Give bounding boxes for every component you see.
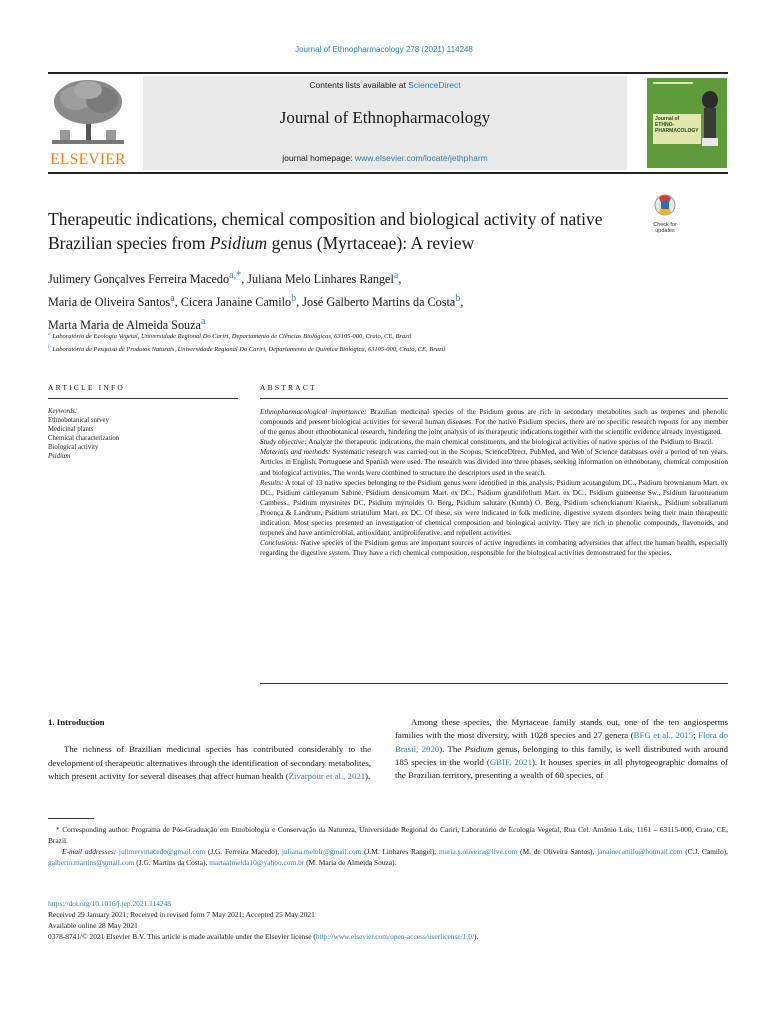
author-name[interactable]: Cicera Janaine Camilo	[180, 295, 292, 310]
elsevier-wordmark: ELSEVIER	[50, 151, 126, 168]
author-name[interactable]: José Galberto Martins da Costa	[302, 295, 456, 310]
abstract-end-rule	[260, 683, 728, 684]
email-link[interactable]: juliana.melolr@gmail.com	[281, 847, 362, 856]
affiliations	[48, 329, 728, 355]
cover-stripe	[653, 82, 693, 84]
cover-figure-icon	[699, 88, 721, 148]
abstract-methods: Materials and methods: Systematic research was carried out in the Scopus, ScienceDirect, PubMed, and Web of Science databases over a period of ten years. Articles in English, Portuguese and Spanish were used. The research was divided into three phases, seeking information on ethnobotany, chemical composition and biological activities. The words were combined to structure the descriptors used in the search.	[260, 447, 728, 477]
check-updates-icon	[646, 193, 684, 217]
check-for-updates-badge[interactable]: Check for updates	[646, 193, 684, 233]
section-heading-introduction: 1. Introduction	[48, 717, 105, 727]
contents-available-line: Contents lists available at ScienceDirect	[309, 80, 461, 90]
abstract-body	[260, 407, 728, 558]
homepage-link[interactable]: www.elsevier.com/locate/jethpharm	[355, 153, 488, 163]
abstract-objective: Study objective: Analyze the therapeutic indications, the main chemical constituents, and the biological activities of native species of the Psidium to Brazil.	[260, 437, 714, 447]
journal-citation[interactable]: Journal of Ethnopharmacology 278 (2021) 114248	[295, 45, 473, 54]
received-dates: Received 29 January 2021; Received in revised form 7 May 2021; Accepted 25 May 2021	[48, 910, 315, 919]
keyword: Psidium	[48, 453, 71, 460]
affiliation-b: $^b$ Laboratório de Pesquisa de Produtos Naturais, Universidade Regional Do Cariri, Departamento de Química Biológica, 63105-000, Crato, CE, Brazil	[48, 344, 446, 354]
reference-link[interactable]: BFG et al., 2015	[633, 730, 694, 741]
email-link[interactable]: maria.s.oliveira@live.com	[438, 847, 518, 856]
article-title: Therapeutic indications, chemical composition and biological activity of native Brazilian species from Psidium genus (Myrtaceae): A review	[48, 209, 603, 253]
affiliation-a: $^a$ Laboratório de Ecologia Vegetal, Universidade Regional Do Cariri, Departamento de Ciências Biológicas, 63105-000, Crato, CE, Brazil	[48, 331, 412, 341]
abstract-rule	[260, 398, 728, 399]
available-online: Available online 28 May 2021	[48, 921, 138, 930]
corresponding-author-note: * Corresponding author. Programa de Pós-Graduação em Etnobiologia e Conservação da Natureza, Universidade Regional do Cariri, Laboratório de Ecologia Vegetal, Rua Cel. Antônio Luís, 1161 – 63115-000, Crato, CE, Brazil.	[48, 825, 728, 845]
journal-cover-thumbnail[interactable]	[647, 78, 727, 168]
abstract-results: Results: A total of 13 native species belonging to the Psidium genus were identified in this analysis, Psidium acutangulum DC., Psidium brownianum Mart. ex DC., Psidium cattleyanum Sabine, Psidium densicomum Mart. ex DC., Psidium grandifolium Mart. ex DC., Psidium guineense Sw., Psidium laruotteanum Cambess., Psidium myrsinites DC, Psidium myrtoides O. Berg, Psidium salutare (Kunth) O. Berg, Psidium schenckianum Kiaersk., Psidium sobralianum Proença & Landrum, Psidium striatulum Mart. ex DC. Of these, six were indicated in folk medicine, digestive system disorders being their main therapeutic indication. Most species presented an investigation of chemical composition and biological activity. They are rich in phenolic compounds, flavonoids, and terpenes and have antimicrobial, antioxidant, antiproliferative, and repellent activities.	[260, 477, 728, 538]
author-name[interactable]: Julimery Gonçalves Ferreira Macedo	[48, 272, 230, 287]
abstract-importance: Ethnopharmacological importance: Brazilian medicinal species of the Psidium genus are rich in secondary metabolites such as terpenes and phenolic compounds and present biological activities for several human diseases. For the native Psidium species, there are no specific research reports for any member of the genus about ethnobotanical research, hindering the joint analysis of its therapeutic indications together with the scientific evidence already investigated.	[260, 407, 729, 437]
reference-link[interactable]: Zivarpour et al., 2021	[288, 770, 366, 781]
cover-title: Journal of ETHNO- PHARMACOLOGY	[655, 116, 699, 134]
keyword: Ethnobotanical survey	[48, 417, 109, 424]
abstract-heading: ABSTRACT	[260, 383, 317, 392]
intro-paragraph-1: The richness of Brazilian medicinal species has contributed considerably to the development of therapeutic alternatives through the identification of secondary metabolites, which present activity for several diseases that affect human health (Zivarpour et al., 2021).	[48, 744, 371, 781]
header-bottom-rule	[48, 172, 728, 174]
email-link[interactable]: galberto.martins@gmail.com	[48, 858, 135, 867]
keywords-block	[48, 407, 238, 461]
reference-link[interactable]: GBIF, 2021	[489, 756, 532, 767]
body-right-column	[395, 716, 728, 782]
footnotes	[48, 824, 728, 868]
article-info-heading: ARTICLE INFO	[48, 383, 125, 392]
keyword: Medicinal plants	[48, 426, 94, 433]
publication-info	[48, 898, 728, 942]
doi-link[interactable]: https://doi.org/10.1016/j.jep.2021.114248	[48, 899, 171, 908]
email-link[interactable]: julimerymacedo@gmail.com	[118, 847, 206, 856]
author-name[interactable]: Marta Maria de Almeida Souza	[48, 318, 201, 333]
reference-link[interactable]: Flora do Brasil, 2020	[395, 730, 728, 754]
author-name[interactable]: Juliana Melo Linhares Rangel	[247, 272, 394, 287]
journal-homepage-line: journal homepage: www.elsevier.com/locate/jethpharm	[282, 153, 488, 163]
author-list: Julimery Gonçalves Ferreira Macedo$^{a,*}$, Juliana Melo Linhares Rangel$^a$, Maria de Oliveira Santos$^a$, Cicera Janaine Camilo$^b$, José Galberto Martins da Costa$^b$, Marta Maria de Almeida Souza$^a$	[48, 270, 464, 333]
email-link[interactable]: martaalmeida10@yahoo.com.br	[209, 858, 305, 867]
email-link[interactable]: janainecamilo@hotmail.com	[597, 847, 683, 856]
journal-name: Journal of Ethnopharmacology	[279, 108, 491, 127]
license-line: 0378-8741/© 2021 Elsevier B.V. This article is made available under the Elsevier license (http://www.elsevier.com/open-access/userlicense/1.0/).	[48, 932, 479, 941]
footnote-rule	[48, 818, 94, 819]
keywords-label: Keywords:	[48, 408, 78, 415]
sciencedirect-link[interactable]: ScienceDirect	[408, 80, 461, 90]
author-name[interactable]: Maria de Oliveira Santos	[48, 295, 171, 310]
intro-paragraph-2: Among these species, the Myrtaceae family stands out, one of the ten angiosperms families with the most diversity, with 1028 species and 27 genera (BFG et al., 2015; Flora do Brasil, 2020). The Psidium genus, belonging to this family, is well distributed with around 185 species in the world (GBIF, 2021). It houses species in all phytogeographic domains of the Brazilian territory, presenting a wealth of 60 species, of	[395, 717, 728, 781]
abstract-conclusions: Conclusions: Native species of the Psidium genus are important sources of active ingredients in combating adversities that affect the human health, especially regarding the digestive system. They have a rich chemical composition, responsible for the biological activities demonstrated for the species.	[260, 538, 728, 558]
header-top-rule	[48, 72, 728, 74]
article-info-rule	[48, 398, 238, 399]
keyword: Biological activity	[48, 444, 99, 451]
email-addresses: E-mail addresses: julimerymacedo@gmail.com (J.G. Ferreira Macedo), juliana.melolr@gmail.com (J.M. Linhares Rangel), maria.s.oliveira@live.com (M. de Oliveira Santos), janainecamilo@hotmail.com (C.J. Camilo), galberto.martins@gmail.com (J.G. Martins da Costa), martaalmeida10@yahoo.com.br (M. Maria de Almeida Souza).	[48, 847, 728, 867]
body-left-column	[48, 716, 371, 783]
license-link[interactable]: http://www.elsevier.com/open-access/userlicense/1.0/	[315, 932, 475, 941]
keyword: Chemical characterization	[48, 435, 120, 442]
